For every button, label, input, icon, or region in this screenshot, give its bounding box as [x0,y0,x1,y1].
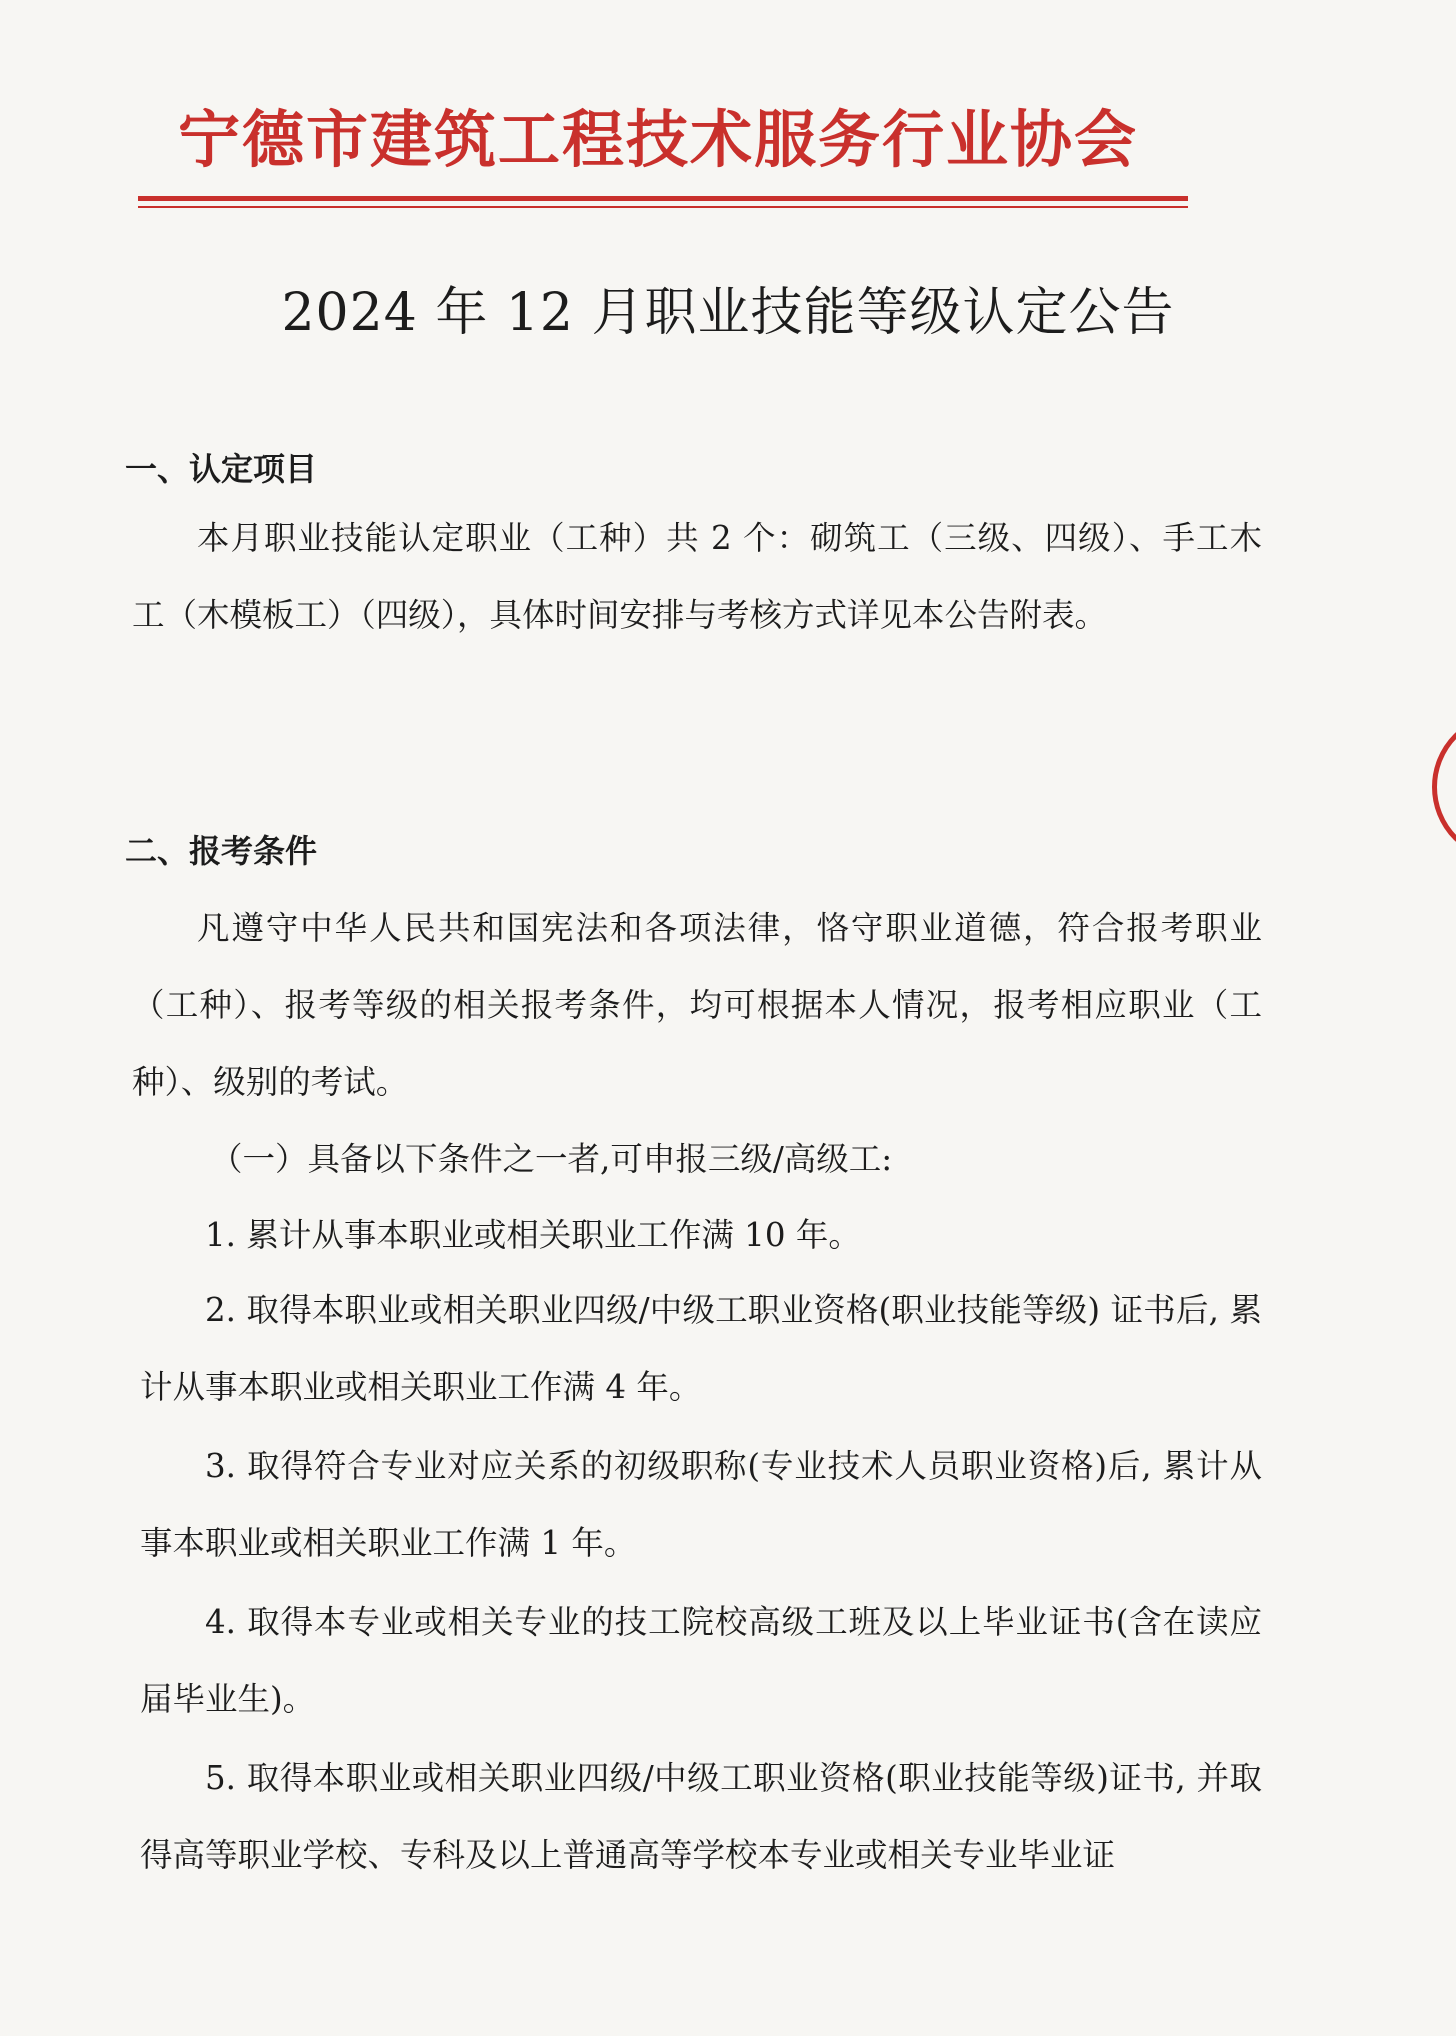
section-body-application-conditions: 凡遵守中华人民共和国宪法和各项法律，恪守职业道德，符合报考职业（工种）、报考等级的相关报考条件，均可根据本人情况，报考相应职业（工种）、级别的考试。 [132,909,1262,1101]
section-heading-certification-items: 一、认定项目 [125,450,318,488]
header-red-rule [138,196,1188,201]
document-title: 2024 年 12 月职业技能等级认定公告 [281,283,1175,343]
list-item: 4. 取得本专业或相关专业的技工院校高级工班及以上毕业证书(含在读应届毕业生)。 [140,1603,1262,1718]
list-item: 3. 取得符合专业对应关系的初级职称(专业技术人员职业资格)后, 累计从事本职业或相关职业工作满 1 年。 [140,1447,1262,1562]
list-item: 2. 取得本职业或相关职业四级/中级工职业资格(职业技能等级) 证书后, 累计从事本职业或相关职业工作满 4 年。 [140,1291,1262,1406]
header-red-rule-thin [138,206,1188,208]
section-body-certification-items: 本月职业技能认定职业（工种）共 2 个：砌筑工（三级、四级）、手工木工（木模板工）（四级），具体时间安排与考核方式详见本公告附表。 [132,519,1262,634]
list-item: 5. 取得本职业或相关职业四级/中级工职业资格(职业技能等级)证书, 并取得高等职业学校、专科及以上普通高等学校本专业或相关专业毕业证 [140,1759,1262,1874]
section-heading-application-conditions: 二、报考条件 [125,832,318,870]
list-item: 1. 累计从事本职业或相关职业工作满 10 年。 [205,1216,861,1254]
official-seal-stamp [1432,712,1456,862]
organization-header: 宁德市建筑工程技术服务行业协会 [178,103,1139,176]
subheading-level-three: （一）具备以下条件之一者,可申报三级/高级工: [210,1140,893,1178]
